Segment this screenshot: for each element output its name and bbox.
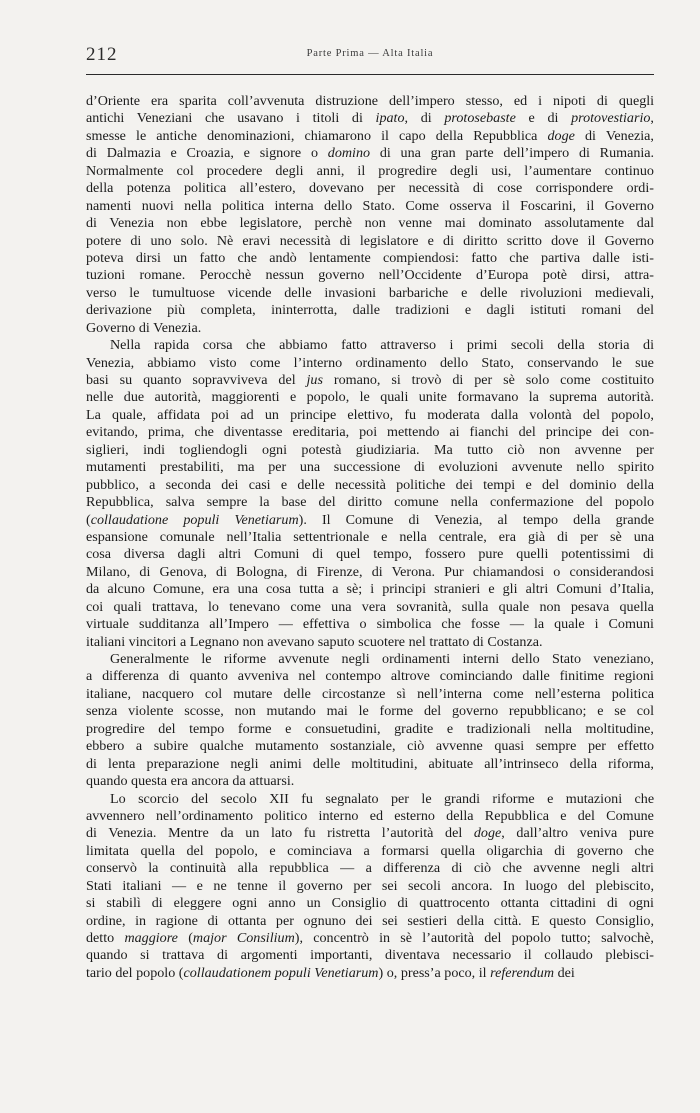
text-line: di Venezia. Mentre da un lato fu ristretta l’autorità del doge, dall’altro veniva pure [86,825,654,842]
text-line: detto maggiore (major Consilium), concentrò in sè l’autorità del popolo tutto; salvochè, [86,930,654,946]
text-line: si stabilì di eleggere ogni anno un Consiglio di quattrocento ottanta cittadini di ogni [86,895,654,912]
text-line: virtuale sudditanza all’Impero — effettiva o simbolica che fosse — la quale i Comuni [86,616,654,633]
text-line: antichi Veneziani che usavano i titoli di ipato, di protosebaste e di protovestiario, [86,110,654,127]
text-line: della potenza politica all’estero, dovevano per necessità di cose corrispondere ordi- [86,180,654,197]
text-line: poteva dirsi un fatto che andò lentamente compiendosi: fatto che partiva dalle isti- [86,249,654,266]
page-header [86,44,654,70]
text-line: quando si trattava di argomenti importanti, diventava necessario il collaudo plebisci- [86,947,654,964]
text-line: conservò la continuità alla repubblica — a differenza di ciò che avvenne negli altri [86,860,654,877]
text-line: Milano, di Genova, di Bologna, di Firenze, di Verona. Pur chiamandosi o considerandosi [86,563,654,580]
text-line: smesse le antiche denominazioni, chiamarono il capo della Repubblica doge di Venezia, [86,127,654,144]
paragraph [86,337,654,651]
text-line: Normalmente col procedere degli anni, il progredire degli usi, l’aumentare continuo [86,162,654,179]
text-line: Generalmente le riforme avvenute negli ordinamenti interni dello Stato veneziano, [110,651,654,667]
text-line: italiane, nacquero col mutare delle circostanze sì nell’interna come nell’esterna politica [86,685,654,702]
text-line: senza violente scosse, non mutando mai le forme del governo repubblicano; e se col [86,703,654,720]
text-line: La quale, affidata poi ad un principe elettivo, fu moderata dalla volontà del popolo, [86,406,654,423]
text-line: quando questa era ancora da attuarsi. [86,773,295,790]
text-line: tario del popolo (collaudationem populi Venetiarum) o, press’a poco, il referendum dei [86,964,575,981]
text-line: progredire del tempo forme e consuetudini, gradite e tradizionali nella moltitudine, [86,720,654,737]
text-line: (collaudatione populi Venetiarum). Il Comune di Venezia, al tempo della grande [86,511,654,528]
text-line: potere di uno solo. Nè eravi necessità di legislatore e di diritto scritto dove il Governo [86,232,654,249]
text-line: Venezia, abbiamo visto come l’interno ordinamento dello Stato, conservando le sue [86,354,654,371]
text-line: siglieri, indi togliendogli ogni potestà giudiziaria. Ma tutto ciò non avvenne per [86,441,654,458]
text-line: namenti nuovi nella politica interna dello Stato. Come osserva il Foscarini, il Governo [86,197,654,214]
paragraph [86,791,654,983]
text-line: pubblico, a seconda dei casi e delle necessità politiche dei tempi e del dominio della [86,476,654,493]
running-title: Parte Prima — Alta Italia [306,48,434,59]
paragraph [86,651,654,791]
text-line: ebbero a subire qualche mutamento sostanziale, ciò avvenne quasi sempre per effetto [86,738,654,755]
text-line: avvennero nell’ordinamento politico interno ed esterno della Repubblica e del Comune [86,807,654,824]
header-rule [86,74,654,75]
text-line: nelle due autorità, maggiorenti e popolo, le quali unite formavano la suprema autorità. [86,389,654,406]
text-line: Stati italiani — e ne tenne il governo per sei secoli ancora. In luogo del plebiscito, [86,877,654,894]
text-line: di Venezia non ebbe legislatore, perchè non venne mai dominato assolutamente dal [86,215,654,232]
text-line: basi su quanto sopravviveva del jus romano, si trovò di per sè solo come costituito [86,372,654,388]
text-line: a differenza di quanto avveniva nel contempo altrove cominciando dalle finitime regioni [86,668,654,685]
text-line: evitando, prima, che diventasse ereditaria, poi mettendo ai fianchi del principe dei con- [86,424,654,441]
text-line: italiani vincitori a Legnano non avevano saputo scuotere nel trattato di Costanza. [86,633,543,650]
text-line: di lenta preparazione negli animi delle moltitudini, abituate all’intrinseco della riforma, [86,755,654,772]
body-text [86,93,654,982]
text-line: d’Oriente era sparita coll’avvenuta distruzione dell’impero stesso, ed i nipoti di quegli [86,93,654,109]
text-line: di Dalmazia e Croazia, e signore o domino di una gran parte dell’impero di Rumania. [86,145,654,162]
text-line: mutamenti prestabiliti, ma per una successione di evoluzioni avvenute nello spirito [86,459,654,476]
text-line: cosa diversa dagli altri Comuni di quel tempo, fossero pure quelli potentissimi di [86,546,654,563]
text-line: espansione comunale nell’Italia settentrionale e nella centrale, era già di per sè una [86,528,654,545]
text-line: Lo scorcio del secolo XII fu segnalato per le grandi riforme e mutazioni che [110,790,654,807]
text-line: tuzioni romane. Perocchè nessun governo nell’Occidente d’Europa potè dirsi, attra- [86,267,654,284]
text-line: ordine, in ragione di ottanta per ognuno dei sei sestieri della città. E questo Consiglio, [86,912,654,929]
page-number: 212 [86,44,118,65]
text-line: derivazione più completa, ininterrotta, dalle tradizioni e dagli istituti romani del [86,302,654,319]
text-line: Nella rapida corsa che abbiamo fatto attraverso i primi secoli della storia di [110,337,654,354]
text-line: coi quali trattava, lo tenevano come una vera sovranità, sulla quale non pesava quella [86,598,654,615]
paragraph [86,93,654,337]
text-line: limitata quella del popolo, e cominciava a formarsi quella oligarchia di governo che [86,842,654,859]
text-line: verso le tumultuose vicende delle invasioni barbariche e delle rivoluzioni medievali, [86,284,654,301]
text-line: Governo di Venezia. [86,319,202,336]
text-line: da alcuno Comune, era una cosa tutta a sè; i principi stranieri e gli altri Comuni d’Italia, [86,581,654,598]
text-line: Repubblica, salva sempre la base del diritto comune nella confermazione del popolo [86,494,654,511]
